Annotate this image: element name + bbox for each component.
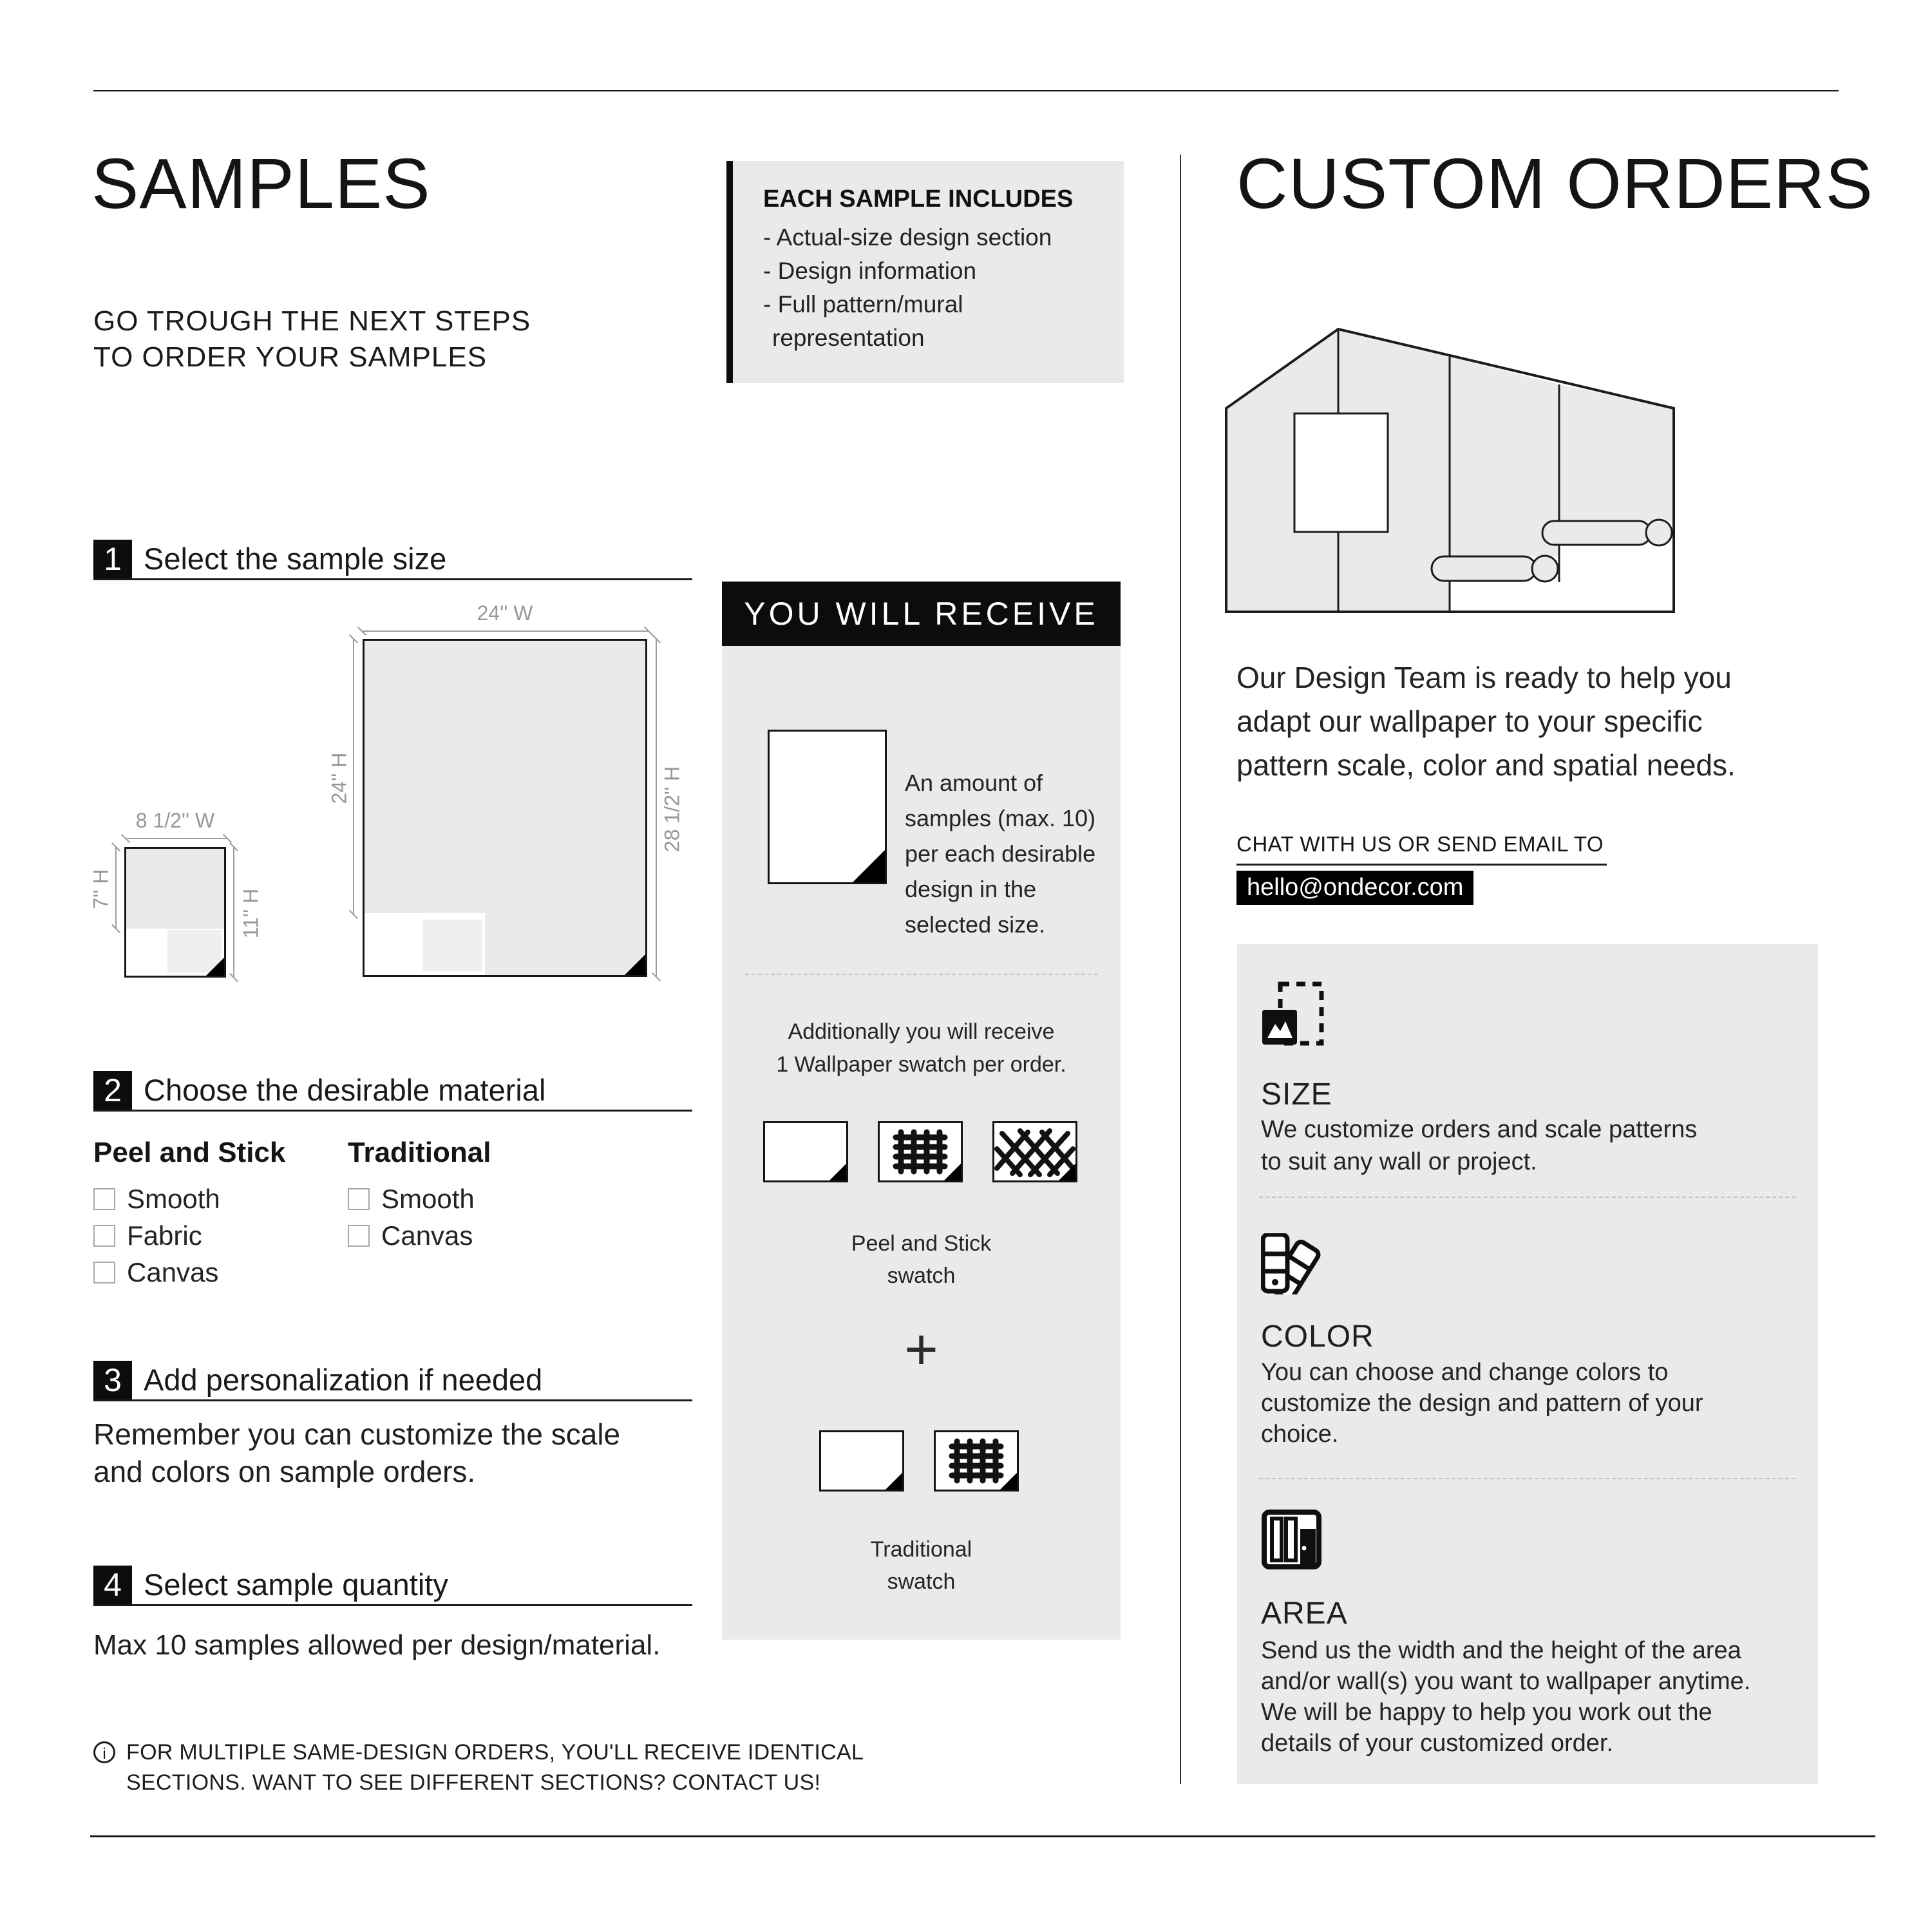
area-wall-door-icon (1261, 1509, 1322, 1570)
small-sample-height-right-label: 11'' H (239, 888, 263, 939)
bottom-rule (90, 1835, 1875, 1837)
receive-header: YOU WILL RECEIVE (722, 582, 1121, 646)
feature-color-line: choice. (1261, 1421, 1339, 1448)
swatch-blank (819, 1430, 904, 1492)
top-rule (93, 90, 1839, 91)
includes-item: - Full pattern/mural (763, 291, 963, 317)
peel-swatch-label-line2: swatch (887, 1264, 956, 1288)
step-3-text-line2: and colors on sample orders. (93, 1455, 476, 1488)
samples-subtitle-line1: GO TROUGH THE NEXT STEPS (93, 305, 531, 337)
step-1-number: 1 (93, 540, 132, 578)
small-sample-height-left-label: 7'' H (89, 869, 113, 909)
material-option-row (93, 1220, 202, 1251)
checkbox[interactable] (93, 1188, 115, 1210)
step-1-underline (93, 578, 692, 580)
checkbox[interactable] (348, 1188, 370, 1210)
dim-line (362, 630, 648, 632)
feature-color-line: customize the design and pattern of your (1261, 1390, 1703, 1417)
receive-amount-line: selected size. (905, 911, 1046, 938)
includes-item: - Design information (763, 258, 977, 284)
custom-paragraph-line3: pattern scale, color and spatial needs. (1236, 748, 1736, 782)
feature-area-line: We will be happy to help you work out the (1261, 1699, 1712, 1726)
feature-area-title: AREA (1261, 1596, 1348, 1631)
feature-size-line: We customize orders and scale patterns (1261, 1116, 1698, 1143)
fold-corner (206, 958, 224, 976)
dashed-divider (745, 974, 1098, 975)
note-line2: SECTIONS. WANT TO SEE DIFFERENT SECTIONS? CONTACT US! (126, 1770, 821, 1795)
chat-underline (1236, 864, 1607, 866)
receive-amount-line: per each desirable (905, 840, 1096, 867)
includes-item: representation (772, 325, 925, 351)
material-option-row (348, 1220, 473, 1251)
material-option-row (348, 1184, 475, 1215)
material-option-row (93, 1257, 218, 1288)
dim-line (115, 847, 117, 929)
window (1294, 413, 1388, 532)
note-line1: FOR MULTIPLE SAME-DESIGN ORDERS, YOU'LL RECEIVE IDENTICAL (126, 1740, 864, 1765)
email-badge[interactable]: hello@ondecor.com (1236, 871, 1473, 905)
samples-subtitle-line2: TO ORDER YOUR SAMPLES (93, 341, 488, 373)
step-4-underline (93, 1604, 692, 1606)
step-2-title: Choose the desirable material (144, 1073, 546, 1107)
includes-item: - Actual-size design section (763, 224, 1052, 251)
step-3-text-line1: Remember you can customize the scale (93, 1417, 621, 1451)
column-divider (1180, 155, 1181, 1784)
samples-title: SAMPLES (91, 144, 431, 223)
dim-line (656, 639, 657, 977)
large-sample-height-right-label: 28 1/2'' H (660, 766, 684, 853)
step-4-number: 4 (93, 1566, 132, 1604)
step-2-number: 2 (93, 1071, 132, 1110)
small-sample-width-label: 8 1/2'' W (135, 809, 215, 832)
plus-icon: + (904, 1318, 938, 1382)
step-1-title: Select the sample size (144, 542, 447, 576)
feature-area-line: Send us the width and the height of the area (1261, 1637, 1741, 1664)
step-3-underline (93, 1399, 692, 1401)
dim-line (233, 847, 234, 978)
size-crop-image-icon (1261, 981, 1325, 1046)
swatch-grid (934, 1430, 1019, 1492)
custom-paragraph-line2: adapt our wallpaper to your specific (1236, 705, 1703, 738)
feature-size-line: to suit any wall or project. (1261, 1148, 1537, 1175)
step-4-text: Max 10 samples allowed per design/material. (93, 1629, 661, 1661)
custom-orders-title: CUSTOM ORDERS (1236, 144, 1873, 223)
step-3-title: Add personalization if needed (144, 1363, 543, 1397)
receive-amount-line: samples (max. 10) (905, 805, 1096, 831)
material-option-label: Smooth (127, 1184, 220, 1214)
peel-swatch-label-line1: Peel and Stick (851, 1231, 992, 1256)
traditional-swatch-label-line1: Traditional (870, 1537, 972, 1562)
traditional-swatch-label-line2: swatch (887, 1569, 956, 1594)
step-3-number: 3 (93, 1361, 132, 1399)
chat-label: CHAT WITH US OR SEND EMAIL TO (1236, 832, 1604, 856)
feature-area-line: and/or wall(s) you want to wallpaper anytime. (1261, 1668, 1751, 1695)
swatch-crosshatch (992, 1121, 1077, 1182)
material-option-label: Canvas (127, 1257, 219, 1287)
receive-amount-line: design in the (905, 876, 1037, 902)
material-option-label: Smooth (381, 1184, 475, 1214)
wallpaper-roll-icon (1432, 556, 1558, 582)
receive-additional-line1: Additionally you will receive (788, 1019, 1055, 1044)
info-icon: i (93, 1741, 115, 1763)
large-sample-width-label: 24'' W (477, 601, 533, 625)
includes-title: EACH SAMPLE INCLUDES (763, 185, 1074, 213)
material-option-label: Fabric (127, 1220, 202, 1251)
dim-line (353, 639, 354, 914)
small-sample-sheet (124, 847, 226, 978)
wallpaper-roll-icon (1542, 520, 1672, 545)
color-swatchbook-icon (1261, 1233, 1329, 1294)
feature-color-line: You can choose and change colors to (1261, 1359, 1669, 1386)
receive-amount-line: An amount of (905, 770, 1043, 796)
material-header-traditional: Traditional (348, 1137, 491, 1168)
checkbox[interactable] (93, 1225, 115, 1247)
fold-corner (625, 954, 645, 975)
step-4-title: Select sample quantity (144, 1567, 448, 1602)
receive-additional-line2: 1 Wallpaper swatch per order. (776, 1052, 1066, 1077)
dim-line (126, 838, 227, 839)
step-2-underline (93, 1110, 692, 1112)
material-option-row (93, 1184, 220, 1215)
large-sample-height-left-label: 24'' H (327, 752, 351, 804)
swatch-blank (763, 1121, 848, 1182)
checkbox[interactable] (348, 1225, 370, 1247)
each-sample-includes-box (726, 161, 1124, 383)
swatch-grid (878, 1121, 963, 1182)
custom-paragraph-line1: Our Design Team is ready to help you (1236, 661, 1732, 694)
feature-color-title: COLOR (1261, 1320, 1374, 1354)
feature-size-title: SIZE (1261, 1077, 1332, 1112)
checkbox[interactable] (93, 1262, 115, 1283)
sample-paper-icon (768, 730, 887, 884)
material-header-peel: Peel and Stick (93, 1137, 286, 1168)
large-sample-sheet (363, 639, 647, 977)
material-option-label: Canvas (381, 1220, 473, 1251)
dashed-divider (1259, 1478, 1795, 1479)
dashed-divider (1259, 1197, 1795, 1198)
wallpaper-wall-illustration (1224, 321, 1681, 617)
feature-area-line: details of your customized order. (1261, 1730, 1614, 1757)
